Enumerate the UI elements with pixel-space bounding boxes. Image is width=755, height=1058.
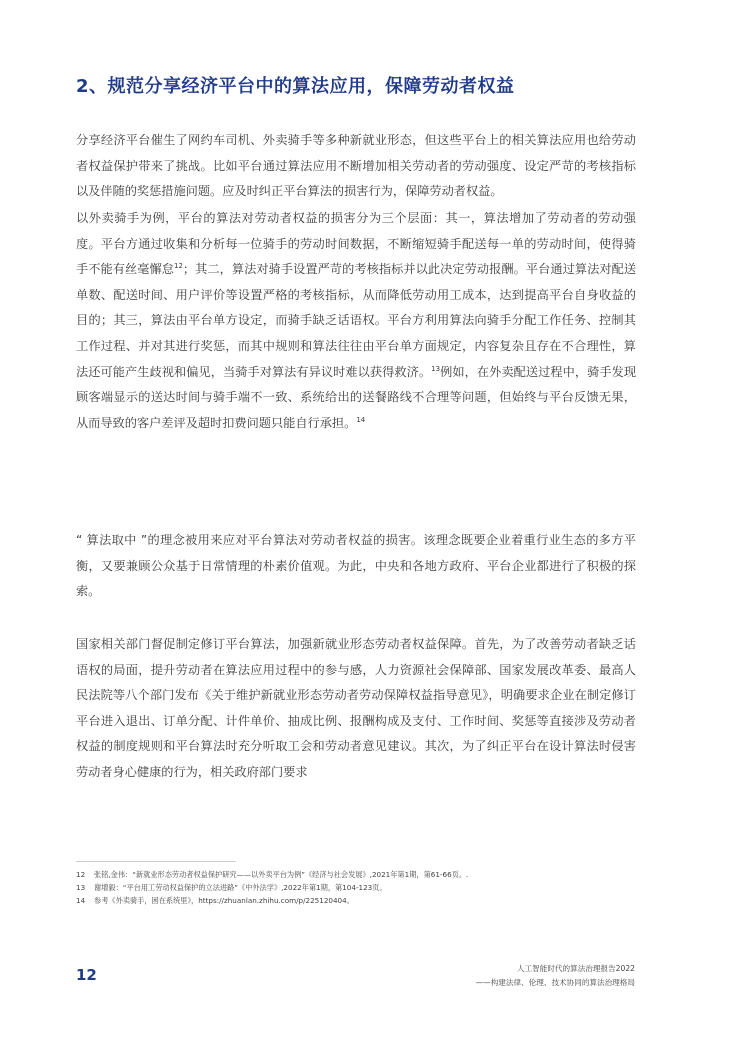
footnote-text: 参考《外卖骑手，困在系统里》，https://zhuanlan.zhihu.com/p/225120404。 [94,896,354,905]
running-title [476,962,635,990]
footnote-ref-14[interactable]: 14 [356,415,366,424]
paragraph-text-segment: 例如，在外卖配送过程中，骑手发现顾客端显示的送达时间与骑手端不一致、系统给出的送餐路线不合理等问题，但始终与平台反馈无果，从而导致的客户差评及超时扣费问题只能自行承担。 [76,364,637,430]
footnote-ref-13[interactable]: 13 [431,364,441,373]
section-heading: 2、规范分享经济平台中的算法应用，保障劳动者权益 [76,76,515,97]
footnote-13 [76,881,676,894]
paragraph-platform-challenges: 分享经济平台催生了网约车司机、外卖骑手等多种新就业形态，但这些平台上的相关算法应用也给劳动者权益保护带来了挑战。比如平台通过算法应用不断增加相关劳动者的劳动强度、设定严苛的考核指标以及伴随的奖惩措施问题。应及时纠正平台算法的损害行为，保障劳动者权益。 [76,133,636,199]
footnote-text: 张铭,金伟：“新就业形态劳动者权益保护研究——以外卖平台为例”《经济与社会发展》,2021年第1期，第61-66页。. [94,870,469,879]
footnotes [76,868,676,907]
footnote-ref-12[interactable]: 12 [173,262,183,271]
page-number: 12 [76,966,97,984]
paragraph-text-segment: 以外卖骑手为例，平台的算法对劳动者权益的损害分为三个层面：其一，算法增加了劳动者的劳动强度。平台方通过收集和分析每一位骑手的劳动时间数据，不断缩短骑手配送每一单的劳动时间，使得骑手不能有丝毫懈怠 [76,211,636,277]
paragraph-text-segment: ；其二，算法对骑手设置严苛的考核指标并以此决定劳动报酬。平台通过算法对配送单数、配送时间、用户评价等设置严格的考核指标，从而降低劳动用工成本，达到提高平台自身收益的目的；其三，算法由平台单方设定，而骑手缺乏话语权。平台方利用算法向骑手分配工作任务、控制其工作过程、并对其进行奖惩，而其中规则和算法往往由平台单方面规定，内容复杂且存在不合理性，算法还可能产生歧视和偏见，当骑手对算法有异议时难以获得救济。 [76,262,637,379]
footnote-14 [76,894,676,907]
footnote-12 [76,868,676,881]
paragraph-delivery-rider-example [76,206,636,436]
report-title: 人工智能时代的算法治理报告2022 [516,964,635,973]
footnote-text: 谢增毅：“平台用工劳动权益保护的立法进路”《中外法学》,2022年第1期，第104-123页。 [94,883,387,892]
report-subtitle: ——构建法律、伦理、技术协同的算法治理格局 [475,978,635,987]
paragraph-national-regulation: 国家相关部门督促制定修订平台算法，加强新就业形态劳动者权益保障。首先，为了改善劳动者缺乏话语权的局面，提升劳动者在算法应用过程中的参与感，人力资源社会保障部、国家发展改革委、最高人民法院等八个部门发布《关于维护新就业形态劳动者劳动保障权益指导意见》，明确要求企业在制定修订平台进入退出、订单分配、计件单价、抽成比例、报酬构成及支付、工作时间、奖惩等直接涉及劳动者权益的制度规则和平台算法时充分听取工会和劳动者意见建议。其次，为了纠正平台在设计算法时侵害劳动者身心健康的行为，相关政府部门要求 [76,637,636,779]
footnote-divider [76,861,236,862]
footnote-number: 14 [76,896,86,905]
paragraph-algorithm-principle: “ 算法取中 ”的理念被用来应对平台算法对劳动者权益的损害。该理念既要企业着重行业生态的多方平衡，又要兼顾公众基于日常情理的朴素价值观。为此，中央和各地方政府、平台企业都进行了积极的探索。 [76,533,636,599]
footnote-number: 13 [76,883,86,892]
footnote-number: 12 [76,870,86,879]
